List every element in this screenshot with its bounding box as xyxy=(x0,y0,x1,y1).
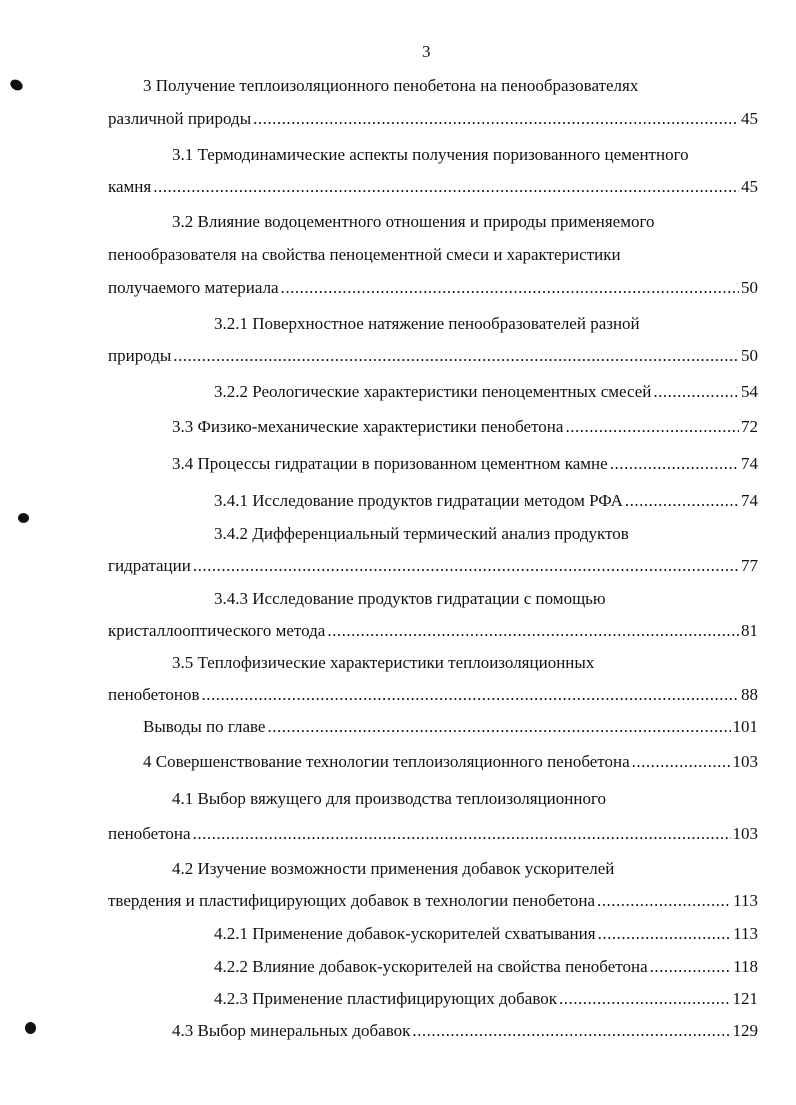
toc-page-number: 113 xyxy=(733,924,758,943)
page-number: 3 xyxy=(422,42,431,61)
leader-dots xyxy=(598,923,732,945)
toc-entry-title: различной природы xyxy=(108,109,252,128)
toc-page-number: 74 xyxy=(741,454,758,473)
leader-dots xyxy=(267,716,730,738)
leader-dots xyxy=(610,453,739,475)
leader-dots xyxy=(193,555,739,577)
toc-entry-3-4-2[interactable] xyxy=(108,555,758,577)
toc-entry-title: получаемого материала xyxy=(108,278,279,297)
toc-entry-title: гидратации xyxy=(108,556,191,575)
leader-dots xyxy=(412,1020,730,1042)
toc-entry-4-1[interactable] xyxy=(108,823,758,845)
toc-entry-3-4-3[interactable] xyxy=(108,620,758,642)
leader-dots xyxy=(153,176,739,198)
leader-dots xyxy=(281,277,739,299)
scan-blot-mark xyxy=(18,513,29,523)
toc-entry-3-4[interactable] xyxy=(172,453,758,475)
toc-entry-3-4-1[interactable] xyxy=(214,490,758,512)
toc-page-number: 54 xyxy=(741,382,758,401)
leader-dots xyxy=(625,490,739,512)
toc-entry-4-2[interactable] xyxy=(108,890,758,912)
toc-entry-3[interactable] xyxy=(108,108,758,130)
leader-dots xyxy=(193,823,731,845)
toc-entry-3-2-1[interactable] xyxy=(108,345,758,367)
leader-dots xyxy=(327,620,739,642)
toc-entry-3-2-line2: пенообразователя на свойства пеноцементной смеси и характеристики xyxy=(108,245,621,264)
toc-page-number: 88 xyxy=(741,685,758,704)
toc-page-number: 72 xyxy=(741,417,758,436)
leader-dots xyxy=(650,956,732,978)
toc-entry-title: 4.2.3 Применение пластифицирующих добавок xyxy=(214,989,557,1008)
toc-entry-title: твердения и пластифицирующих добавок в технологии пенобетона xyxy=(108,891,596,910)
toc-page-number: 50 xyxy=(741,278,758,297)
toc-entry-conclusions[interactable] xyxy=(143,716,758,738)
toc-entry-4-2-3[interactable] xyxy=(214,988,758,1010)
toc-entry-3-5-line1: 3.5 Теплофизические характеристики теплоизоляционных xyxy=(172,653,595,672)
toc-entry-3-4-3-line1: 3.4.3 Исследование продуктов гидратации с помощью xyxy=(214,589,606,608)
toc-entry-4-2-1[interactable] xyxy=(214,923,758,945)
leader-dots xyxy=(597,890,731,912)
toc-entry-title: 3.4.1 Исследование продуктов гидратации методом РФА xyxy=(214,491,623,510)
leader-dots xyxy=(253,108,739,130)
toc-entry-4-1-line1: 4.1 Выбор вяжущего для производства теплоизоляционного xyxy=(172,789,607,808)
toc-entry-3-line1: 3 Получение теплоизоляционного пенобетона на пенообразователях xyxy=(143,76,639,95)
toc-entry-3-3[interactable] xyxy=(172,416,758,438)
leader-dots xyxy=(202,684,739,706)
toc-page-number: 81 xyxy=(741,621,758,640)
toc-entry-4-2-line1: 4.2 Изучение возможности применения добавок ускорителей xyxy=(172,859,615,878)
toc-entry-3-1[interactable] xyxy=(108,176,758,198)
leader-dots xyxy=(565,416,739,438)
toc-entry-title: 4.2.1 Применение добавок-ускорителей схватывания xyxy=(214,924,596,943)
toc-entry-title: природы xyxy=(108,346,172,365)
toc-entry-title: пенобетонов xyxy=(108,685,200,704)
toc-entry-3-2[interactable] xyxy=(108,277,758,299)
toc-entry-3-2-line1: 3.2 Влияние водоцементного отношения и природы применяемого xyxy=(172,212,655,231)
toc-page-number: 77 xyxy=(741,556,758,575)
toc-page-number: 45 xyxy=(741,177,758,196)
toc-page-number: 118 xyxy=(733,957,758,976)
toc-page-number: 113 xyxy=(733,891,758,910)
leader-dots xyxy=(632,751,731,773)
toc-entry-4-3[interactable] xyxy=(172,1020,758,1042)
toc-entry-title: 3.3 Физико-механические характеристики пенобетона xyxy=(172,417,564,436)
toc-page-number: 121 xyxy=(732,989,758,1008)
toc-entry-title: кристаллооптического метода xyxy=(108,621,326,640)
toc-page-number: 101 xyxy=(732,717,758,736)
toc-entry-4[interactable] xyxy=(143,751,758,773)
leader-dots xyxy=(173,345,739,367)
toc-entry-title: 4.3 Выбор минеральных добавок xyxy=(172,1021,411,1040)
toc-page-number: 103 xyxy=(732,752,758,771)
toc-entry-title: камня xyxy=(108,177,152,196)
toc-entry-3-5[interactable] xyxy=(108,684,758,706)
toc-page-number: 129 xyxy=(732,1021,758,1040)
toc-page-number: 50 xyxy=(741,346,758,365)
toc-entry-title: пенобетона xyxy=(108,824,191,843)
toc-entry-title: 4 Совершенствование технологии теплоизоляционного пенобетона xyxy=(143,752,630,771)
toc-entry-4-2-2[interactable] xyxy=(214,956,758,978)
toc-entry-title: Выводы по главе xyxy=(143,717,266,736)
toc-page-number: 103 xyxy=(732,824,758,843)
scan-blot-mark xyxy=(25,1022,36,1034)
toc-entry-title: 4.2.2 Влияние добавок-ускорителей на свойства пенобетона xyxy=(214,957,648,976)
toc-entry-title: 3.2.2 Реологические характеристики пеноцементных смесей xyxy=(214,382,652,401)
toc-entry-3-2-2[interactable] xyxy=(214,381,758,403)
toc-page-number: 74 xyxy=(741,491,758,510)
toc-entry-3-1-line1: 3.1 Термодинамические аспекты получения поризованного цементного xyxy=(172,145,689,164)
toc-entry-3-2-1-line1: 3.2.1 Поверхностное натяжение пенообразователей разной xyxy=(214,314,640,333)
toc-page-number: 45 xyxy=(741,109,758,128)
scan-blot-mark xyxy=(8,77,24,92)
leader-dots xyxy=(653,381,739,403)
toc-entry-title: 3.4 Процессы гидратации в поризованном цементном камне xyxy=(172,454,608,473)
toc-entry-3-4-2-line1: 3.4.2 Дифференциальный термический анализ продуктов xyxy=(214,524,629,543)
leader-dots xyxy=(559,988,731,1010)
